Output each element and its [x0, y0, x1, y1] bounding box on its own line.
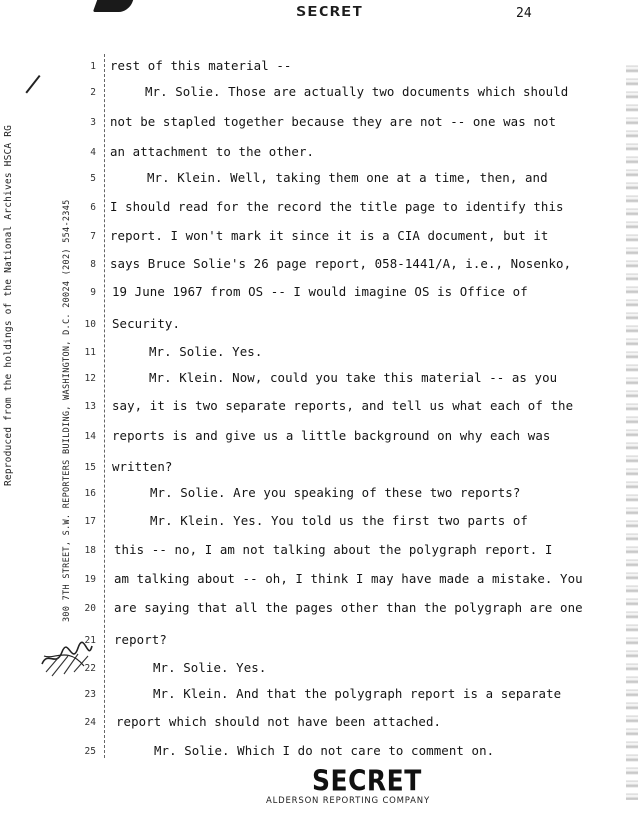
line-text: not be stapled together because they are not -- one was not	[110, 114, 557, 129]
transcript-line	[0, 84, 638, 102]
line-number: 25	[84, 746, 96, 757]
transcript-line	[0, 542, 638, 560]
transcript-line	[0, 459, 638, 477]
line-text: rest of this material --	[110, 58, 292, 73]
transcript-line	[0, 571, 638, 589]
transcript-line	[0, 316, 638, 334]
line-number: 9	[90, 287, 96, 298]
line-text: Mr. Solie. Are you speaking of these two reports?	[150, 485, 521, 500]
line-number: 5	[90, 173, 96, 184]
transcript-line	[0, 743, 638, 761]
line-text: Security.	[112, 316, 181, 331]
transcript-line	[0, 199, 638, 217]
page-number: 24	[516, 6, 532, 21]
line-text: report. I won't mark it since it is a CIA document, but it	[110, 228, 549, 243]
line-text: Mr. Klein. Yes. You told us the first two parts of	[150, 513, 528, 528]
line-number: 17	[84, 516, 96, 527]
line-number: 24	[84, 717, 96, 728]
line-number: 23	[84, 689, 96, 700]
line-number: 13	[84, 401, 96, 412]
line-text: report which should not have been attached.	[116, 714, 442, 729]
transcript-line	[0, 228, 638, 246]
line-number: 11	[84, 347, 96, 358]
transcript-line	[0, 600, 638, 618]
line-number: 10	[84, 319, 96, 330]
line-number: 4	[90, 147, 96, 158]
line-number: 12	[84, 373, 96, 384]
line-number: 21	[84, 635, 96, 646]
transcript-line	[0, 398, 638, 416]
transcript-line	[0, 686, 638, 704]
line-text: I should read for the record the title page to identify this	[110, 199, 564, 214]
line-number: 1	[90, 61, 96, 72]
line-number: 20	[84, 603, 96, 614]
line-number: 14	[84, 431, 96, 442]
ink-blot	[93, 0, 133, 12]
transcript-line	[0, 344, 638, 362]
transcript-line	[0, 256, 638, 274]
transcript-line	[0, 660, 638, 678]
line-text: Mr. Solie. Yes.	[153, 660, 267, 675]
line-text: Mr. Solie. Which I do not care to comment on.	[154, 743, 495, 758]
line-text: says Bruce Solie's 26 page report, 058-1441/A, i.e., Nosenko,	[110, 256, 572, 271]
line-number: 18	[84, 545, 96, 556]
line-number: 15	[84, 462, 96, 473]
line-number: 2	[90, 87, 96, 98]
line-text: reports is and give us a little background on why each was	[112, 428, 551, 443]
reporter-address: 300 7TH STREET, S.W. REPORTERS BUILDING, WASHINGTON, D.C. 20024 (202) 554-2345	[62, 199, 72, 622]
line-text: report?	[114, 632, 167, 647]
line-text: Mr. Klein. Now, could you take this material -- as you	[149, 370, 558, 385]
transcript-line	[0, 170, 638, 188]
transcript-line	[0, 58, 638, 76]
transcript-line	[0, 428, 638, 446]
transcript-line	[0, 513, 638, 531]
line-number: 3	[90, 117, 96, 128]
line-text: say, it is two separate reports, and tell us what each of the	[112, 398, 574, 413]
line-text: this -- no, I am not talking about the polygraph report. I	[114, 542, 553, 557]
line-number: 22	[84, 663, 96, 674]
transcript-line	[0, 144, 638, 162]
transcript-line	[0, 284, 638, 302]
line-text: am talking about -- oh, I think I may have made a mistake. You	[114, 571, 583, 586]
line-number: 6	[90, 202, 96, 213]
line-text: written?	[112, 459, 173, 474]
line-number: 19	[84, 574, 96, 585]
line-text: Mr. Klein. And that the polygraph report is a separate	[153, 686, 562, 701]
line-text: Mr. Solie. Those are actually two documents which should	[145, 84, 569, 99]
transcript-line	[0, 714, 638, 732]
line-text: an attachment to the other.	[110, 144, 315, 159]
archive-reproduction-note: Reproduced from the holdings of the National Archives HSCA RG	[3, 124, 14, 486]
header-classification-mark: SECRET	[296, 4, 364, 20]
transcript-line	[0, 370, 638, 388]
line-text: Mr. Klein. Well, taking them one at a time, then, and	[147, 170, 548, 185]
reporting-company-name: ALDERSON REPORTING COMPANY	[266, 796, 430, 806]
line-number: 7	[90, 231, 96, 242]
transcript-line	[0, 485, 638, 503]
transcript-line	[0, 114, 638, 132]
transcript-line	[0, 632, 638, 650]
line-text: Mr. Solie. Yes.	[149, 344, 263, 359]
footer-classification-stamp: SECRET	[312, 763, 422, 798]
line-text: are saying that all the pages other than the polygraph are one	[114, 600, 583, 615]
line-number: 16	[84, 488, 96, 499]
line-text: 19 June 1967 from OS -- I would imagine OS is Office of	[112, 284, 528, 299]
line-number: 8	[90, 259, 96, 270]
